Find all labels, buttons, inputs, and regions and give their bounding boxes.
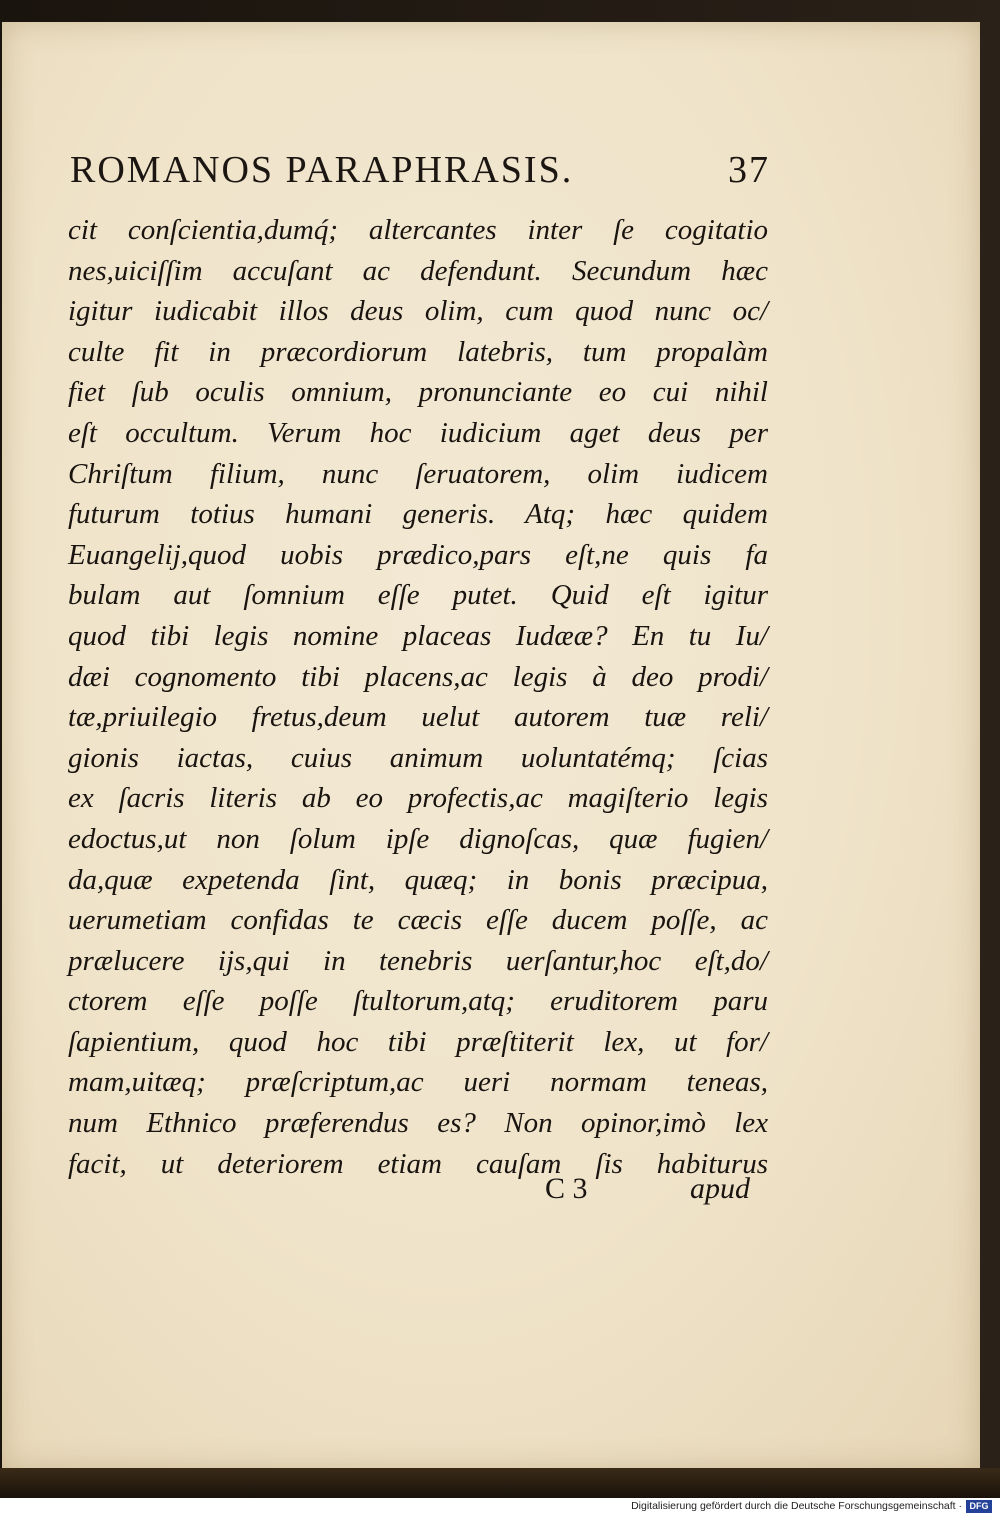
footer-credit: Digitalisierung gefördert durch die Deutsche Forschungsgemeinschaft · xyxy=(631,1500,962,1512)
text-line: dæi cognomento tibi placens,ac legis à deo prodi/ xyxy=(68,660,768,693)
text-line: da,quæ expetenda ſint, quæq; in bonis præcipua, xyxy=(68,863,768,896)
text-line: eſt occultum. Verum hoc iudicium aget deus per xyxy=(68,416,768,449)
text-line: quod tibi legis nomine placeas Iudææ? En tu Iu/ xyxy=(68,619,768,652)
text-line: ſapientium, quod hoc tibi præſtiterit lex, ut for/ xyxy=(68,1025,768,1058)
text-line: culte fit in præcordiorum latebris, tum propalàm xyxy=(68,335,768,368)
folio-number: 37 xyxy=(728,149,770,191)
text-line: bulam aut ſomnium eſſe putet. Quid eſt igitur xyxy=(68,579,768,612)
signature-mark: C 3 xyxy=(545,1172,588,1205)
text-line: cit conſcientia,dumq́; altercantes inter ſe cogitatio xyxy=(68,214,768,246)
text-line: edoctus,ut non ſolum ipſe dignoſcas, quæ fugien/ xyxy=(68,822,768,855)
text-line: fiet ſub oculis omnium, pronunciante eo cui nihil xyxy=(68,376,768,409)
text-line: ctorem eſſe poſſe ſtultorum,atq; eruditorem paru xyxy=(68,985,768,1018)
text-line: prælucere ijs,qui in tenebris uerſantur,hoc eſt,do/ xyxy=(68,944,768,977)
text-line: tæ,priuilegio fretus,deum uelut autorem tuæ reli/ xyxy=(68,701,768,734)
text-line: facit, ut deteriorem etiam cauſam ſis habiturus xyxy=(68,1147,768,1180)
page-bottom-edge xyxy=(0,1468,1000,1498)
text-line: gionis iactas, cuius animum uoluntatémq; ſcias xyxy=(68,741,768,774)
running-header xyxy=(70,148,770,198)
text-line: Euangelij,quod uobis prædico,pars eſt,ne quis fa xyxy=(68,538,768,571)
catchword: apud xyxy=(690,1172,750,1205)
running-title: ROMANOS PARAPHRASIS. xyxy=(70,149,574,191)
text-line: mam,uitæq; præſcriptum,ac ueri normam teneas, xyxy=(68,1066,768,1099)
text-line: uerumetiam confidas te cæcis eſſe ducem poſſe, ac xyxy=(68,904,768,937)
text-line: Chriſtum filium, nunc ſeruatorem, olim iudicem xyxy=(68,457,768,490)
signature-line xyxy=(545,1172,750,1216)
text-line: num Ethnico præferendus es? Non opinor,imò lex xyxy=(68,1107,768,1140)
body-text xyxy=(68,210,768,1184)
text-line: futurum totius humani generis. Atq; hæc quidem xyxy=(68,498,768,531)
text-line: ex ſacris literis ab eo profectis,ac magiſterio legis xyxy=(68,782,768,815)
text-line: igitur iudicabit illos deus olim, cum quod nunc oc/ xyxy=(68,295,768,328)
dfg-logo-icon: DFG xyxy=(966,1500,992,1513)
text-line: nes,uiciſſim accuſant ac defendunt. Secundum hæc xyxy=(68,254,768,287)
